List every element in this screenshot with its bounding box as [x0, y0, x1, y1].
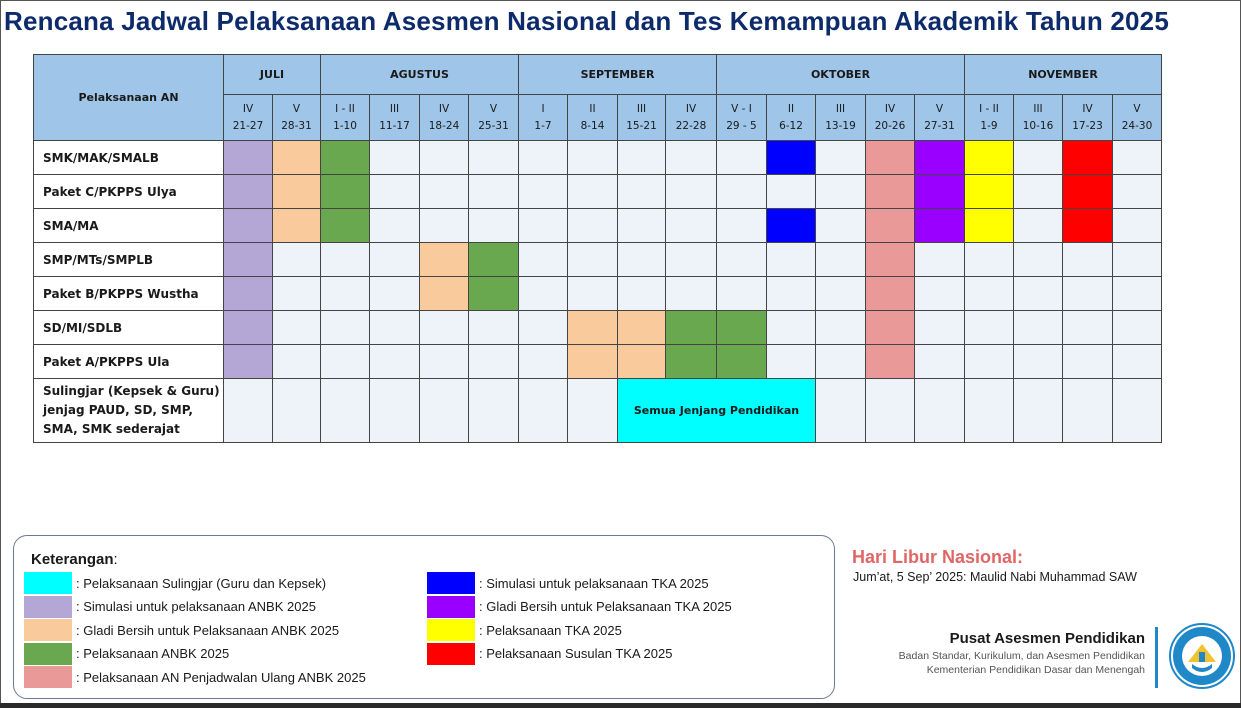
schedule-cell-empty — [767, 277, 816, 311]
schedule-cell-empty — [1113, 243, 1162, 277]
schedule-cell-empty — [1113, 277, 1162, 311]
schedule-cell-ulang-anbk — [866, 311, 915, 345]
schedule-cell-empty — [965, 243, 1014, 277]
schedule-cell-empty — [568, 379, 618, 443]
bottom-bar — [0, 703, 1241, 708]
legend-swatch — [427, 596, 475, 618]
schedule-cell-empty — [1113, 379, 1162, 443]
week-range: 17-23 — [1072, 119, 1103, 132]
schedule-cell-empty — [469, 175, 519, 209]
schedule-cell-empty — [370, 243, 420, 277]
week-number: IV — [1082, 102, 1093, 115]
schedule-cell-empty — [469, 209, 519, 243]
week-range: 25-31 — [478, 119, 509, 132]
week-number: I — [541, 102, 545, 115]
schedule-cell-empty — [816, 311, 866, 345]
table-row — [34, 243, 1162, 277]
table-row — [34, 311, 1162, 345]
schedule-cell-empty — [618, 209, 666, 243]
row-label: SMP/MTs/SMPLB — [34, 243, 224, 277]
schedule-cell-empty — [370, 379, 420, 443]
schedule-cell-empty — [370, 175, 420, 209]
schedule-cell-sim-anbk — [224, 277, 273, 311]
legend-swatch — [24, 643, 72, 665]
legend-item — [24, 596, 316, 618]
week-number: IV — [242, 102, 254, 115]
schedule-cell-empty — [273, 311, 321, 345]
week-range: 10-16 — [1022, 119, 1054, 132]
schedule-cell-sim-tka — [767, 141, 816, 175]
schedule-cell-sim-anbk — [224, 345, 273, 379]
row-label-sulingjar — [34, 379, 224, 443]
corner-header: Pelaksanaan AN — [34, 55, 224, 141]
week-range: 27-31 — [924, 119, 955, 132]
week-number: I - II — [335, 102, 355, 115]
schedule-cell-empty — [666, 141, 717, 175]
schedule-cell-empty — [568, 175, 618, 209]
org-subtitle-1: Badan Standar, Kurikulum, dan Asesmen Pendidikan — [898, 650, 1145, 662]
week-number: IV — [438, 102, 450, 115]
schedule-cell-sim-tka — [767, 209, 816, 243]
schedule-cell-empty — [965, 379, 1014, 443]
week-range: 1-9 — [980, 119, 998, 132]
week-number: III — [389, 102, 400, 115]
schedule-cell-empty — [965, 311, 1014, 345]
legend-label: : Simulasi untuk pelaksanaan ANBK 2025 — [76, 599, 316, 614]
schedule-cell-empty — [1014, 311, 1063, 345]
schedule-cell-empty — [816, 209, 866, 243]
week-range: 21-27 — [232, 119, 264, 132]
schedule-cell-empty — [618, 243, 666, 277]
week-range: 1-10 — [333, 119, 357, 132]
schedule-cell-gladi-tka — [915, 175, 965, 209]
schedule-cell-empty — [568, 243, 618, 277]
schedule-cell-empty — [469, 345, 519, 379]
schedule-cell-anbk — [321, 141, 370, 175]
week-number: IV — [685, 102, 697, 115]
row-label: Paket C/PKPPS Ulya — [34, 175, 224, 209]
schedule-cell-empty — [915, 243, 965, 277]
schedule-cell-empty — [767, 175, 816, 209]
schedule-cell-empty — [1113, 345, 1162, 379]
legend-label: : Pelaksanaan Susulan TKA 2025 — [479, 646, 673, 661]
schedule-cell-empty — [469, 141, 519, 175]
schedule-cell-empty — [618, 175, 666, 209]
schedule-cell-empty — [816, 379, 866, 443]
month-header: JULI — [224, 55, 321, 95]
schedule-cell-empty — [519, 345, 568, 379]
week-range: 15-21 — [626, 119, 657, 132]
schedule-cell-empty — [717, 175, 767, 209]
schedule-cell-empty — [1113, 311, 1162, 345]
schedule-cell-ulang-anbk — [866, 209, 915, 243]
holiday-text: Jum’at, 5 Sep’ 2025: Maulid Nabi Muhammad SAW — [853, 570, 1137, 584]
legend-title-text: Keterangan — [31, 551, 114, 568]
schedule-cell-empty — [915, 379, 965, 443]
schedule-cell-empty — [519, 277, 568, 311]
legend-item — [427, 596, 732, 618]
week-number: V — [292, 102, 301, 115]
schedule-cell-empty — [321, 243, 370, 277]
week-header — [1063, 95, 1113, 141]
schedule-cell-gladi-anbk — [568, 311, 618, 345]
schedule-cell-empty — [519, 175, 568, 209]
legend-item — [427, 572, 709, 594]
week-header — [965, 95, 1014, 141]
schedule-cell-empty — [1063, 277, 1113, 311]
row-label: SMK/MAK/SMALB — [34, 141, 224, 175]
legend-label: : Gladi Bersih untuk Pelaksanaan ANBK 2025 — [76, 622, 340, 638]
schedule-cell-gladi-anbk — [568, 345, 618, 379]
schedule-cell-empty — [618, 141, 666, 175]
schedule-cell-empty — [1063, 311, 1113, 345]
schedule-cell-tka — [965, 209, 1014, 243]
schedule-cell-sim-anbk — [224, 141, 273, 175]
legend-swatch — [427, 643, 475, 665]
schedule-cell-empty — [469, 379, 519, 443]
schedule-cell-gladi-anbk — [618, 345, 666, 379]
schedule-cell-gladi-anbk — [420, 277, 469, 311]
week-number: I - II — [979, 102, 999, 115]
schedule-cell-empty — [469, 311, 519, 345]
week-number: V — [489, 102, 498, 115]
org-divider — [1155, 627, 1158, 688]
week-number: V — [1133, 102, 1141, 115]
schedule-cell-gladi-tka — [915, 209, 965, 243]
schedule-cell-anbk — [666, 345, 717, 379]
week-range: 6-12 — [779, 119, 803, 132]
legend-label: : Pelaksanaan Sulingjar (Guru dan Kepsek) — [76, 575, 327, 591]
schedule-cell-empty — [816, 277, 866, 311]
legend-item — [24, 666, 366, 688]
schedule-cell-empty — [420, 379, 469, 443]
schedule-cell-empty — [866, 379, 915, 443]
schedule-cell-anbk — [666, 311, 717, 345]
row-label-line: Sulingjar (Kepsek & Guru) — [43, 384, 220, 398]
table-row — [34, 345, 1162, 379]
week-number: V — [935, 102, 944, 115]
schedule-cell-anbk — [321, 209, 370, 243]
schedule-cell-empty — [519, 311, 568, 345]
week-header — [618, 95, 666, 141]
schedule-cell-empty — [965, 345, 1014, 379]
schedule-cell-ulang-anbk — [866, 175, 915, 209]
legend-label: : Pelaksanaan ANBK 2025 — [76, 646, 230, 661]
row-label: Paket A/PKPPS Ula — [34, 345, 224, 379]
schedule-cell-empty — [519, 209, 568, 243]
schedule-cell-empty — [666, 243, 717, 277]
schedule-cell-empty — [666, 175, 717, 209]
table-row — [34, 209, 1162, 243]
schedule-cell-empty — [370, 311, 420, 345]
schedule-cell-empty — [618, 277, 666, 311]
schedule-cell-empty — [519, 243, 568, 277]
schedule-cell-sim-anbk — [224, 243, 273, 277]
schedule-cell-empty — [717, 209, 767, 243]
week-range: 11-17 — [379, 119, 410, 132]
legend-item — [427, 643, 672, 665]
schedule-cell-susulan-tka — [1063, 175, 1113, 209]
schedule-cell-empty — [370, 277, 420, 311]
schedule-cell-empty — [519, 141, 568, 175]
row-label: SMA/MA — [34, 209, 224, 243]
row-label: Paket B/PKPPS Wustha — [34, 277, 224, 311]
legend-box — [13, 535, 835, 699]
week-range: 22-28 — [675, 119, 707, 132]
legend-label: : Simulasi untuk pelaksanaan TKA 2025 — [479, 575, 709, 591]
week-range: 24-30 — [1121, 119, 1153, 132]
week-range: 29 - 5 — [726, 119, 757, 132]
tut-wuri-handayani-logo-icon — [1168, 620, 1236, 692]
legend-label: : Gladi Bersih untuk Pelaksanaan TKA 2025 — [479, 599, 732, 614]
week-range: 1-7 — [534, 119, 552, 132]
schedule-cell-ulang-anbk — [866, 141, 915, 175]
schedule-cell-empty — [568, 209, 618, 243]
schedule-cell-empty — [273, 277, 321, 311]
schedule-cell-empty — [519, 379, 568, 443]
week-header — [717, 95, 767, 141]
week-number: IV — [884, 102, 896, 115]
month-header: NOVEMBER — [965, 55, 1162, 95]
schedule-cell-empty — [816, 243, 866, 277]
row-label-line: jenjag PAUD, SD, SMP, — [43, 403, 193, 417]
week-number: V - I — [731, 102, 752, 115]
schedule-cell-empty — [915, 345, 965, 379]
week-header — [816, 95, 866, 141]
week-number: II — [589, 102, 596, 115]
week-range: 20-26 — [874, 119, 906, 132]
schedule-cell-empty — [767, 243, 816, 277]
schedule-cell-susulan-tka — [1063, 141, 1113, 175]
legend-title — [31, 551, 118, 568]
week-header — [866, 95, 915, 141]
schedule-cell-sim-anbk — [224, 209, 273, 243]
schedule-cell-empty — [965, 277, 1014, 311]
week-range: 13-19 — [825, 119, 856, 132]
schedule-cell-gladi-anbk — [273, 175, 321, 209]
legend-swatch — [24, 619, 72, 641]
schedule-cell-empty — [767, 311, 816, 345]
week-range: 18-24 — [428, 119, 460, 132]
schedule-cell-empty — [1014, 379, 1063, 443]
month-header: OKTOBER — [717, 55, 965, 95]
week-number: III — [1033, 102, 1043, 115]
schedule-cell-empty — [321, 311, 370, 345]
org-subtitle-2: Kementerian Pendidikan Dasar dan Menengah — [926, 664, 1145, 676]
sulingjar-span: Semua Jenjang Pendidikan — [618, 379, 816, 443]
schedule-cell-empty — [321, 345, 370, 379]
schedule-cell-empty — [273, 243, 321, 277]
schedule-cell-empty — [1014, 345, 1063, 379]
row-label: SD/MI/SDLB — [34, 311, 224, 345]
schedule-cell-ulang-anbk — [866, 277, 915, 311]
schedule-cell-empty — [1014, 175, 1063, 209]
schedule-cell-empty — [420, 345, 469, 379]
schedule-cell-empty — [370, 209, 420, 243]
schedule-cell-anbk — [321, 175, 370, 209]
schedule-cell-empty — [717, 243, 767, 277]
week-header — [370, 95, 420, 141]
week-number: III — [835, 102, 846, 115]
schedule-cell-empty — [915, 277, 965, 311]
schedule-cell-empty — [420, 141, 469, 175]
schedule-cell-gladi-anbk — [420, 243, 469, 277]
schedule-cell-empty — [321, 379, 370, 443]
schedule-cell-anbk — [717, 311, 767, 345]
schedule-cell-sim-anbk — [224, 175, 273, 209]
table-row — [34, 277, 1162, 311]
schedule-cell-empty — [1014, 243, 1063, 277]
table-row — [34, 175, 1162, 209]
schedule-cell-empty — [1014, 277, 1063, 311]
month-header: SEPTEMBER — [519, 55, 717, 95]
week-header — [321, 95, 370, 141]
schedule-cell-empty — [816, 345, 866, 379]
legend-item — [24, 643, 229, 665]
schedule-table — [33, 54, 1162, 443]
schedule-cell-ulang-anbk — [866, 243, 915, 277]
legend-label: : Pelaksanaan AN Penjadwalan Ulang ANBK 2025 — [76, 669, 366, 685]
schedule-cell-empty — [568, 277, 618, 311]
week-range: 8-14 — [580, 119, 605, 132]
week-number: III — [636, 102, 647, 115]
schedule-cell-empty — [1113, 175, 1162, 209]
week-header — [469, 95, 519, 141]
schedule-cell-gladi-anbk — [273, 141, 321, 175]
schedule-cell-empty — [1063, 243, 1113, 277]
week-header — [666, 95, 717, 141]
legend-item — [24, 619, 339, 641]
week-header — [420, 95, 469, 141]
schedule-cell-gladi-anbk — [273, 209, 321, 243]
week-number: II — [787, 102, 795, 115]
schedule-cell-tka — [965, 141, 1014, 175]
legend-swatch — [24, 666, 72, 688]
schedule-cell-gladi-tka — [915, 141, 965, 175]
week-header — [568, 95, 618, 141]
legend-label: : Pelaksanaan TKA 2025 — [479, 622, 622, 638]
week-header — [915, 95, 965, 141]
legend-swatch — [427, 572, 475, 594]
week-header — [519, 95, 568, 141]
week-header — [273, 95, 321, 141]
schedule-cell-empty — [717, 277, 767, 311]
page-title: Rencana Jadwal Pelaksanaan Asesmen Nasional dan Tes Kemampuan Akademik Tahun 2025 — [4, 6, 1169, 36]
schedule-cell-empty — [767, 345, 816, 379]
schedule-cell-sim-anbk — [224, 311, 273, 345]
schedule-cell-empty — [1063, 379, 1113, 443]
schedule-cell-empty — [1014, 209, 1063, 243]
schedule-cell-empty — [816, 175, 866, 209]
schedule-cell-empty — [568, 141, 618, 175]
table-row — [34, 141, 1162, 175]
schedule-cell-anbk — [717, 345, 767, 379]
row-label-line: SMA, SMK sederajat — [43, 422, 180, 436]
schedule-cell-gladi-anbk — [618, 311, 666, 345]
schedule-cell-empty — [666, 209, 717, 243]
schedule-cell-empty — [915, 311, 965, 345]
schedule-cell-empty — [1113, 209, 1162, 243]
schedule-cell-empty — [1014, 141, 1063, 175]
schedule-cell-empty — [420, 209, 469, 243]
schedule-cell-empty — [420, 175, 469, 209]
week-header — [224, 95, 273, 141]
holiday-title: Hari Libur Nasional: — [852, 547, 1024, 567]
schedule-cell-empty — [224, 379, 273, 443]
schedule-cell-empty — [321, 277, 370, 311]
schedule-cell-empty — [666, 277, 717, 311]
schedule-cell-empty — [273, 345, 321, 379]
schedule-cell-tka — [965, 175, 1014, 209]
legend-item — [24, 572, 326, 594]
org-name: Pusat Asesmen Pendidikan — [949, 630, 1145, 647]
schedule-cell-anbk — [469, 277, 519, 311]
schedule-cell-susulan-tka — [1063, 209, 1113, 243]
schedule-cell-empty — [717, 141, 767, 175]
schedule-cell-empty — [816, 141, 866, 175]
legend-swatch — [24, 572, 72, 594]
legend-swatch — [24, 596, 72, 618]
week-header — [1014, 95, 1063, 141]
week-header — [767, 95, 816, 141]
schedule-cell-anbk — [469, 243, 519, 277]
week-range: 28-31 — [281, 119, 312, 132]
schedule-cell-empty — [370, 141, 420, 175]
schedule-cell-empty — [370, 345, 420, 379]
table-row-sulingjar — [34, 379, 1162, 443]
schedule-cell-ulang-anbk — [866, 345, 915, 379]
legend-item — [427, 619, 622, 641]
week-header — [1113, 95, 1162, 141]
legend-title-colon: : — [113, 551, 118, 568]
schedule-cell-empty — [1063, 345, 1113, 379]
schedule-cell-empty — [1113, 141, 1162, 175]
legend-swatch — [427, 619, 475, 641]
month-header: AGUSTUS — [321, 55, 519, 95]
schedule-cell-empty — [273, 379, 321, 443]
schedule-cell-empty — [420, 311, 469, 345]
